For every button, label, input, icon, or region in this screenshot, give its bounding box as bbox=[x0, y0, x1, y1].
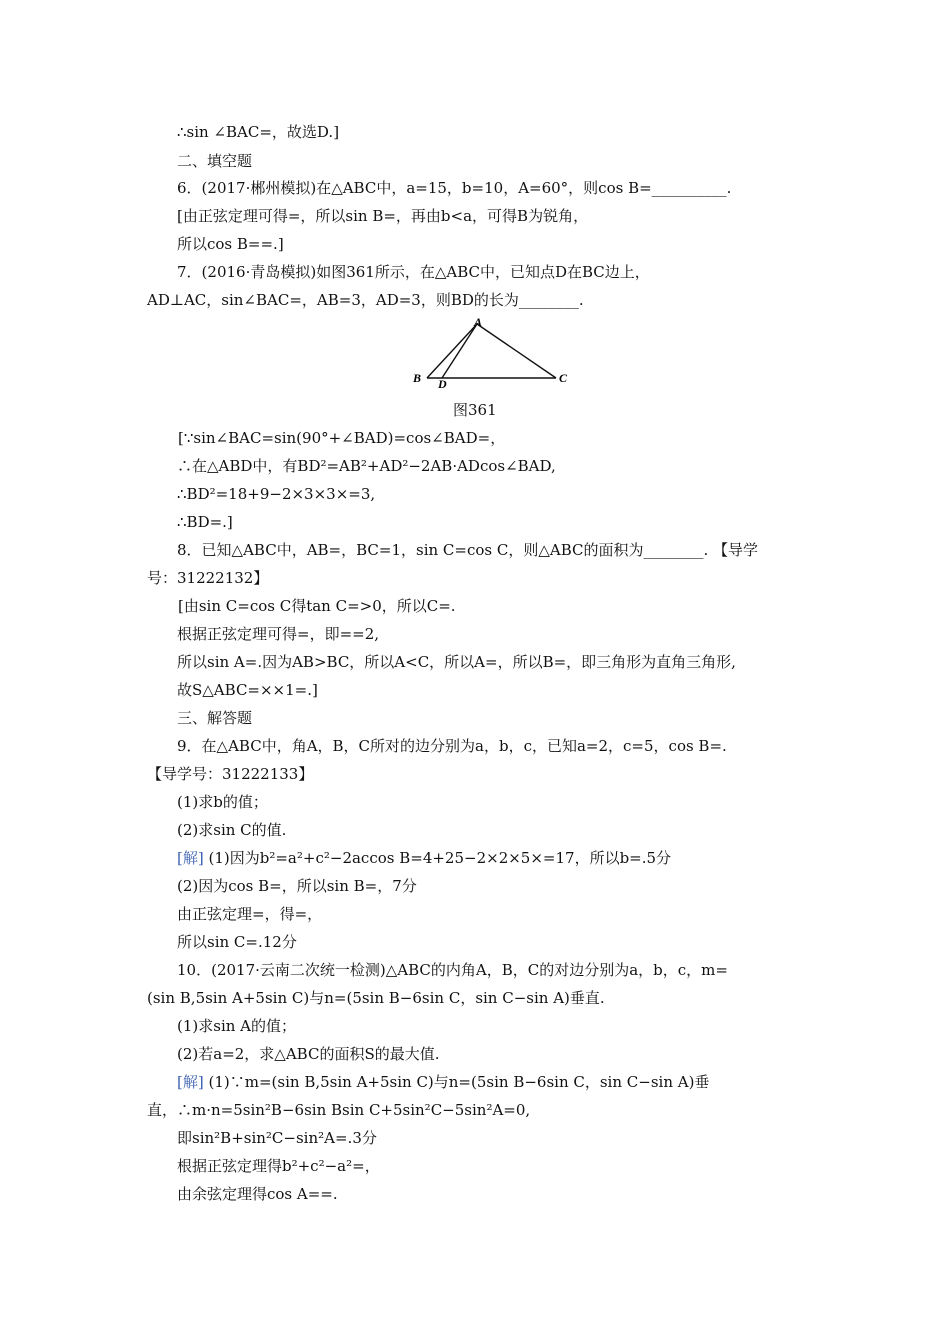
section-heading: 二、填空题 bbox=[177, 152, 253, 170]
text-line: AD⊥AC，sin∠BAC=，AB=3，AD=3，则BD的长为________. bbox=[147, 291, 584, 309]
text-line: 【导学号：31222133】 bbox=[147, 765, 314, 783]
text-line: 故S△ABC=××1=.] bbox=[177, 681, 318, 699]
text-line: (2)求sin C的值. bbox=[177, 821, 287, 839]
question-10: 10．(2017·云南二次统一检测)△ABC的内角A，B，C的对边分别为a，b，c，m= bbox=[177, 961, 728, 979]
vertex-label-a: A bbox=[474, 318, 483, 329]
text-line: 根据正弦定理得b²+c²−a²=， bbox=[177, 1157, 380, 1175]
text-line: 所以sin A=.因为AB>BC，所以A<C，所以A=，所以B=，即三角形为直角三角形, bbox=[177, 653, 736, 671]
text-line: 号：31222132】 bbox=[147, 569, 269, 587]
triangle-figure bbox=[408, 318, 578, 390]
question-6: 6．(2017·郴州模拟)在△ABC中，a=15，b=10，A=60°，则cos B=__________. bbox=[177, 179, 732, 197]
figure-caption: 图361 bbox=[453, 401, 497, 419]
text-line: 根据正弦定理可得=，即==2, bbox=[177, 625, 380, 643]
text-line: [由正弦定理可得=，所以sin B=，再由b<a，可得B为锐角， bbox=[177, 207, 589, 225]
text-line: 所以sin C=.12分 bbox=[177, 933, 297, 951]
solution-tag: [解] bbox=[177, 1073, 204, 1091]
text-line: (sin B,5sin A+5sin C)与n=(5sin B−6sin C，sin C−sin A)垂直. bbox=[147, 989, 605, 1007]
text-line: ∴BD=.] bbox=[177, 513, 233, 531]
question-9: 9．在△ABC中，角A，B，C所对的边分别为a，b，c，已知a=2，c=5，cos B=. bbox=[177, 737, 727, 755]
solution-text: (1)∵m=(sin B,5sin A+5sin C)与n=(5sin B−6sin C，sin C−sin A)垂 bbox=[208, 1073, 710, 1091]
text-line: ∴在△ABD中，有BD²=AB²+AD²−2AB·ADcos∠BAD, bbox=[177, 457, 556, 475]
text-line: ∴sin ∠BAC=，故选D.] bbox=[177, 123, 340, 141]
vertex-label-c: C bbox=[559, 371, 568, 385]
text-line: 由余弦定理得cos A==. bbox=[177, 1185, 338, 1203]
question-7: 7．(2016·青岛模拟)如图361所示，在△ABC中，已知点D在BC边上， bbox=[177, 263, 650, 281]
text-line: (1)求sin A的值； bbox=[177, 1017, 297, 1035]
text-line: (1)求b的值； bbox=[177, 793, 268, 811]
text-line: ∴BD²=18+9−2×3×3×=3, bbox=[177, 485, 376, 503]
text-line: (2)因为cos B=，所以sin B=，7分 bbox=[177, 877, 417, 895]
question-8: 8．已知△ABC中，AB=，BC=1，sin C=cos C，则△ABC的面积为________. 【导学 bbox=[177, 541, 759, 559]
text-line: (2)若a=2，求△ABC的面积S的最大值. bbox=[177, 1045, 440, 1063]
text-line: [∵sin∠BAC=sin(90°+∠BAD)=cos∠BAD=， bbox=[178, 429, 506, 447]
text-line: 直，∴m·n=5sin²B−6sin Bsin C+5sin²C−5sin²A=0, bbox=[147, 1101, 531, 1119]
solution-line bbox=[177, 1072, 709, 1092]
text-line: 即sin²B+sin²C−sin²A=.3分 bbox=[177, 1129, 377, 1147]
section-heading: 三、解答题 bbox=[177, 709, 253, 727]
text-line: 由正弦定理=，得=， bbox=[177, 905, 323, 923]
solution-text: (1)因为b²=a²+c²−2accos B=4+25−2×2×5×=17，所以b=.5分 bbox=[208, 849, 672, 867]
vertex-label-b: B bbox=[413, 371, 422, 385]
text-line: 所以cos B==.] bbox=[177, 235, 284, 253]
text-line: [由sin C=cos C得tan C=>0，所以C=. bbox=[178, 597, 456, 615]
solution-line bbox=[177, 848, 671, 868]
solution-tag: [解] bbox=[177, 849, 204, 867]
vertex-label-d: D bbox=[438, 377, 447, 390]
